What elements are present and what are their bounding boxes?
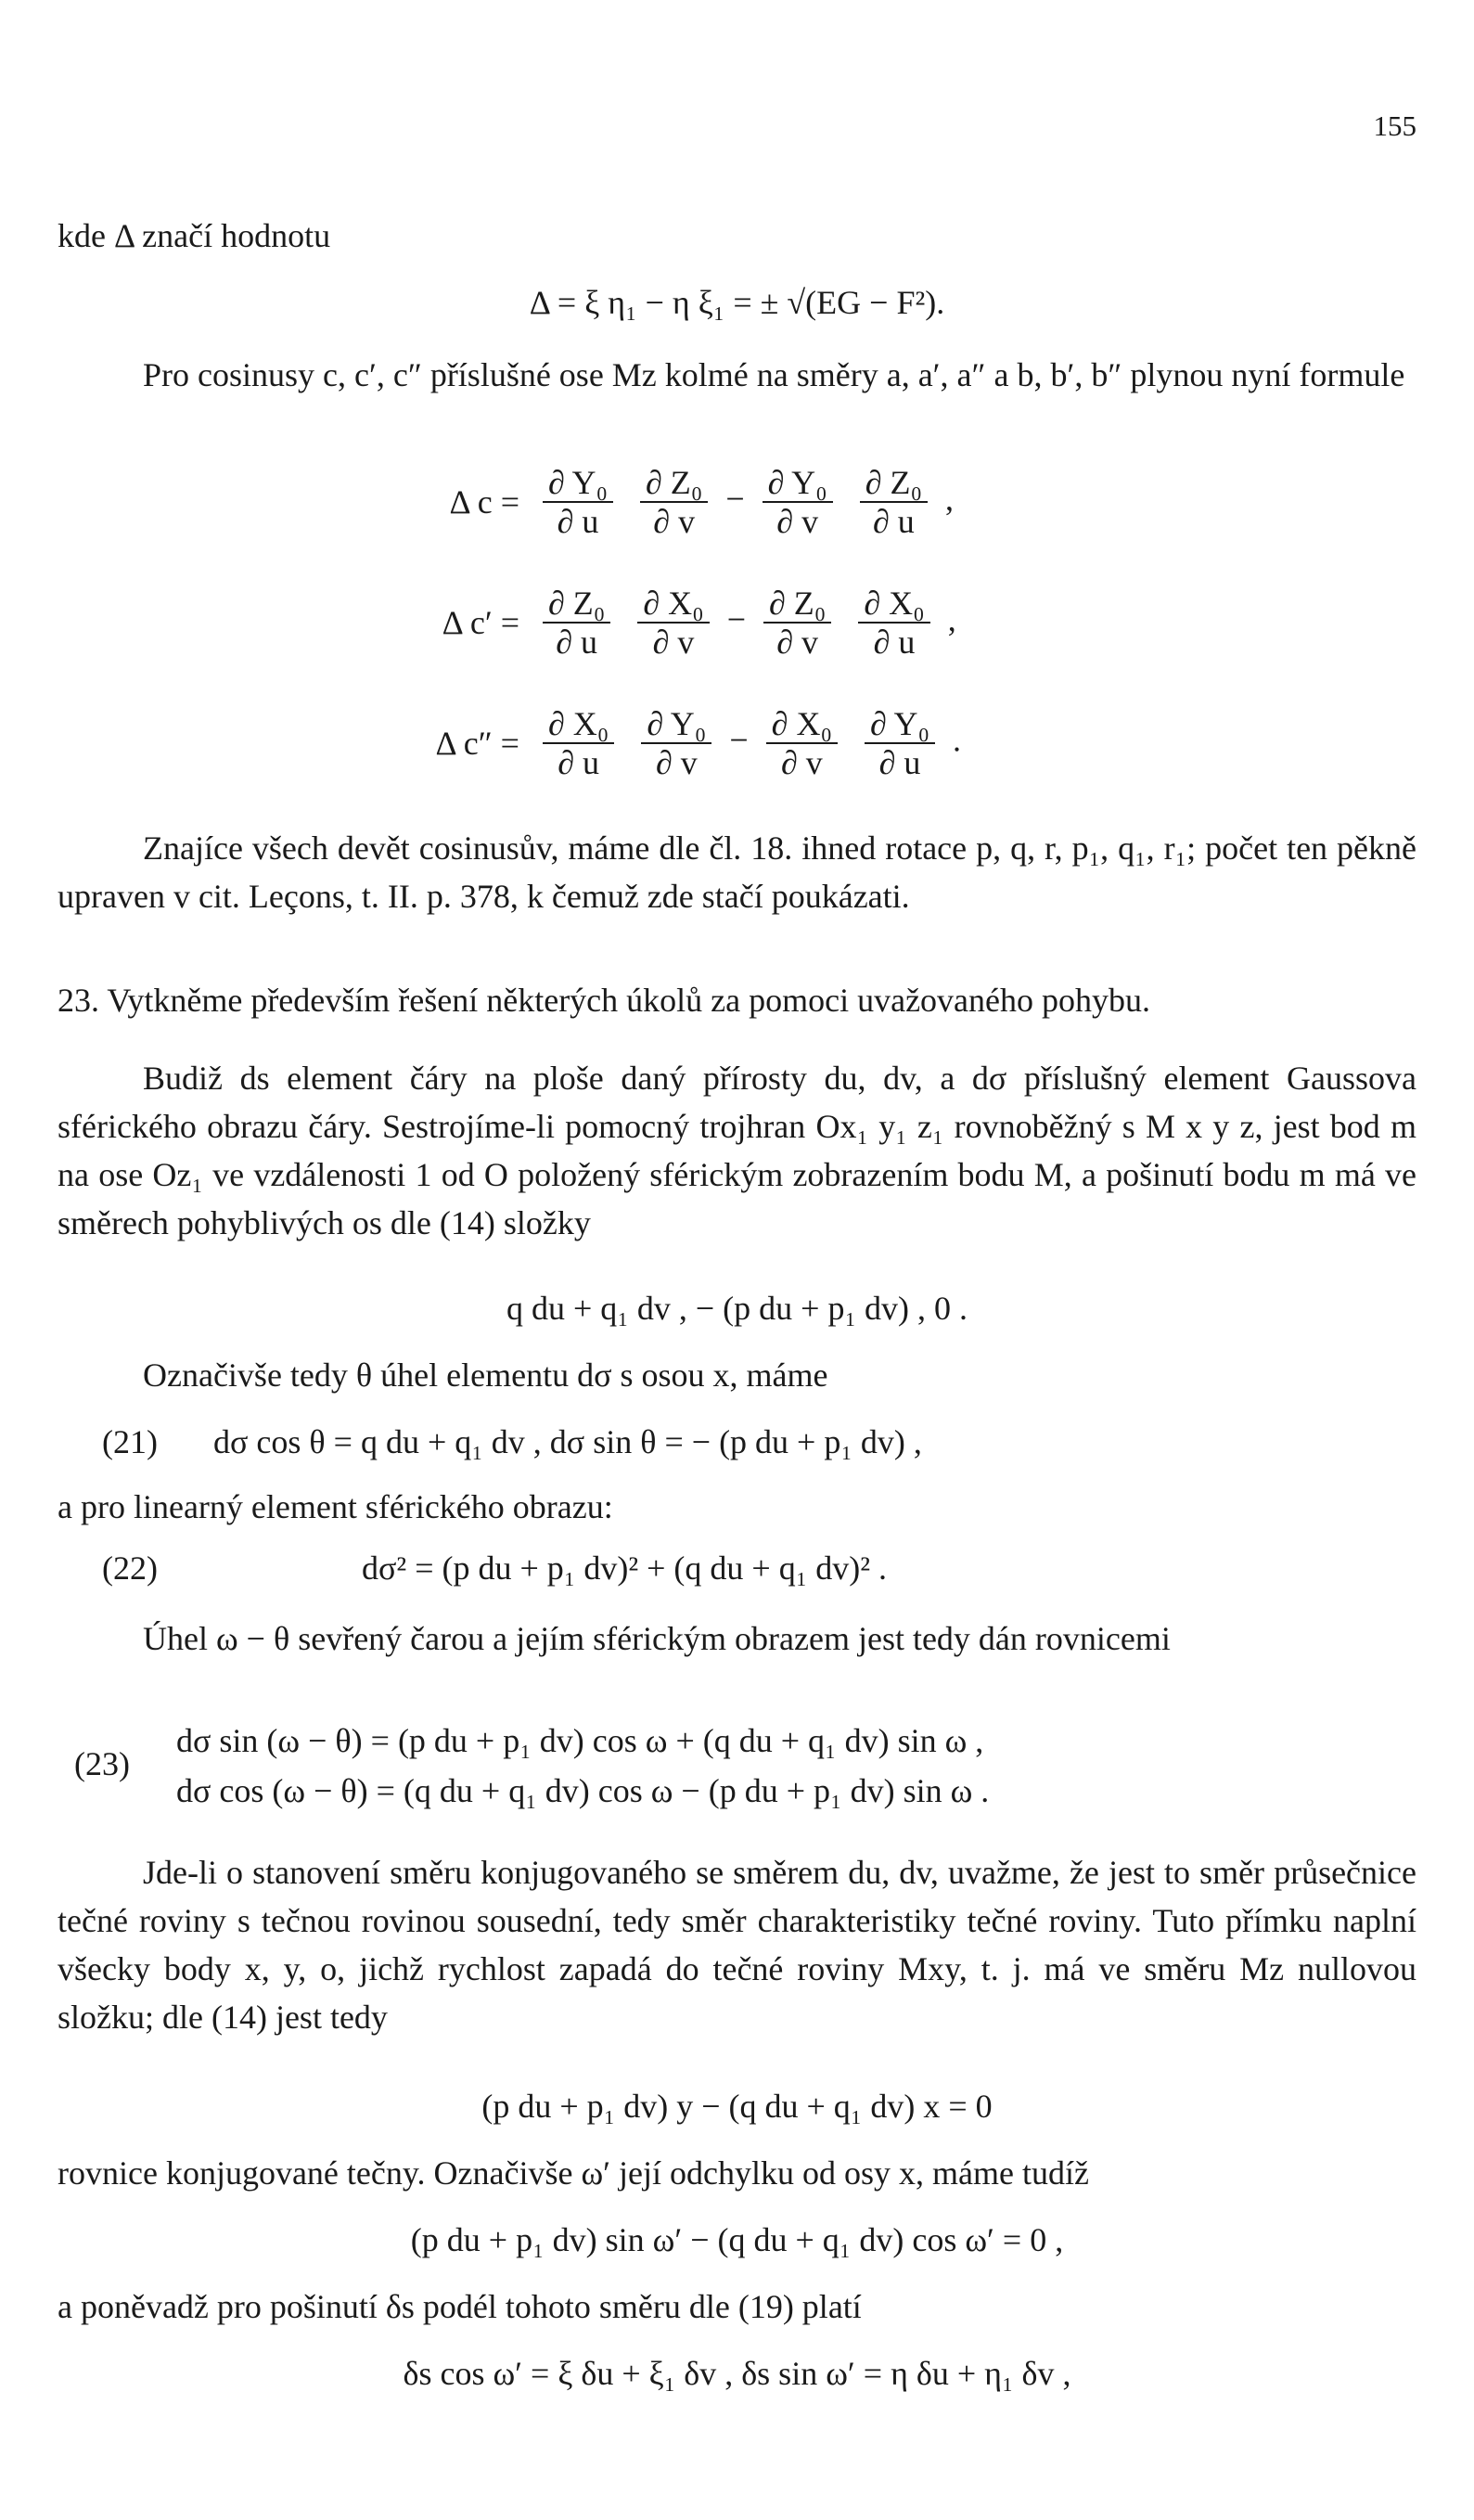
formula-delta-c-prime <box>408 585 956 661</box>
comma: , <box>947 600 956 638</box>
equation-number-23: (23) <box>74 1745 130 1782</box>
fraction: $\frac{\text{∂ X₀}}{\partial v}$ <box>637 585 709 661</box>
comma: , <box>945 480 955 518</box>
equation-omega: (p du + p₁ dv) sin ω′ − (q du + q₁ dv) cos ω′ = 0 , <box>410 2221 1064 2258</box>
fraction: $\frac{\text{∂ X₀}}{\partial v}$ <box>766 705 838 781</box>
fraction: $\frac{\text{∂ Z₀}}{\partial v}$ <box>763 585 831 661</box>
paragraph-kde: kde Δ značí hodnotu <box>58 217 331 254</box>
paragraph-oznacivse: Označivše tedy θ úhel elementu dσ s osou x, máme <box>143 1356 828 1394</box>
equation-23a: dσ sin (ω − θ) = (p du + p₁ dv) cos ω + (q du + q₁ dv) sin ω , <box>176 1722 984 1759</box>
fraction: $\frac{\text{∂ X₀}}{\partial u}$ <box>543 705 614 781</box>
fraction: $\frac{\text{∂ X₀}}{\partial u}$ <box>858 585 929 661</box>
fraction: $\frac{\text{∂ Y₀}}{\partial v}$ <box>641 705 711 781</box>
period: . <box>953 721 962 759</box>
formula-delta-c-double-prime <box>408 705 961 781</box>
paragraph-znajice: Znajíce všech devět cosinusův, máme dle čl. 18. ihned rotace p, q, r, p₁, q₁, r₁; počet ten pěkně upraven v cit. Leçons, t. II. p. 378, k čemuž zde stačí poukázati. <box>58 829 1416 915</box>
fraction: $\frac{\text{∂ Y₀}}{\partial u}$ <box>865 705 935 781</box>
paragraph-budiz: Budiž ds element čáry na ploše daný přírosty du, dv, a dσ příslušný element Gaussova sférického obrazu čáry. Sestrojíme-li pomocný trojhran Ox₁ y₁ z₁ rovnoběžný s M x y z, jest bod m na ose Oz₁ ve vzdálenosti 1 od O položený sférickým zobrazením bodu M, a pošinutí bodu m má ve směrech pohyblivých os dle (14) složky <box>58 1060 1416 1241</box>
fraction: $\frac{\text{∂ Z₀}}{\partial u}$ <box>543 585 610 661</box>
equation-components: q du + q₁ dv , − (p du + p₁ dv) , 0 . <box>506 1290 968 1327</box>
minus-sign: − <box>726 600 746 638</box>
paragraph-jde-li: Jde-li o stanovení směru konjugovaného se směrem du, dv, uvažme, že jest to směr průsečnice tečné roviny s tečnou rovinou sousední, tedy směr charakteristiky tečné roviny. Tuto přímku naplní všecky body x, y, o, jichž rychlost zapadá do tečné roviny Mxy, t. j. má ve směru Mz nullovou složku; dle (14) jest tedy <box>58 1854 1416 2036</box>
equation-number-21: (21) <box>102 1423 158 1460</box>
paragraph-linearny: a pro linearný element sférického obrazu: <box>58 1488 613 1525</box>
equation-22: dσ² = (p du + p₁ dv)² + (q du + q₁ dv)² . <box>362 1549 888 1587</box>
equation-23b: dσ cos (ω − θ) = (q du + q₁ dv) cos ω − (p du + p₁ dv) sin ω . <box>176 1772 990 1809</box>
formula-lhs: Δ c″ = <box>435 725 519 762</box>
paragraph-uhel: Úhel ω − θ sevřený čarou a jejím sférickým obrazem jest tedy dán rovnicemi <box>143 1620 1171 1657</box>
minus-sign: − <box>725 480 745 518</box>
paragraph-cosinusy: Pro cosinusy c, c′, c″ příslušné ose Mz kolmé na směry a, a′, a″ a b, b′, b″ plynou nyní formule <box>143 356 1405 393</box>
formula-lhs: Δ c = <box>449 483 519 521</box>
minus-sign: − <box>729 721 749 759</box>
equation-conjugate: (p du + p₁ dv) y − (q du + q₁ dv) x = 0 <box>481 2088 993 2125</box>
formula-lhs: Δ c′ = <box>442 604 519 641</box>
paragraph-ponevadz: a poněvadž pro pošinutí δs podél tohoto směru dle (19) platí <box>58 2288 862 2325</box>
fraction: $\frac{\text{∂ Z₀}}{\partial v}$ <box>640 464 708 540</box>
paragraph-rovnice: rovnice konjugované tečny. Označivše ω′ její odchylku od osy x, máme tudíž <box>58 2154 1089 2192</box>
paragraph-section-23: 23. Vytkněme především řešení některých úkolů za pomoci uvažovaného pohybu. <box>58 982 1151 1019</box>
fraction: $\frac{\text{∂ Y₀}}{\partial u}$ <box>543 464 613 540</box>
fraction: $\frac{\text{∂ Z₀}}{\partial u}$ <box>860 464 928 540</box>
equation-delta-s: δs cos ω′ = ξ δu + ξ₁ δv , δs sin ω′ = η δu + η₁ δv , <box>403 2355 1071 2392</box>
equation-number-22: (22) <box>102 1549 158 1587</box>
equation-delta: Δ = ξ η₁ − η ξ₁ = ± √(EG − F²). <box>529 284 945 321</box>
equation-21: dσ cos θ = q du + q₁ dv , dσ sin θ = − (p du + p₁ dv) , <box>213 1423 922 1460</box>
fraction: $\frac{\text{∂ Y₀}}{\partial v}$ <box>763 464 833 540</box>
page-number: 155 <box>1373 109 1416 142</box>
formula-delta-c <box>408 464 954 540</box>
